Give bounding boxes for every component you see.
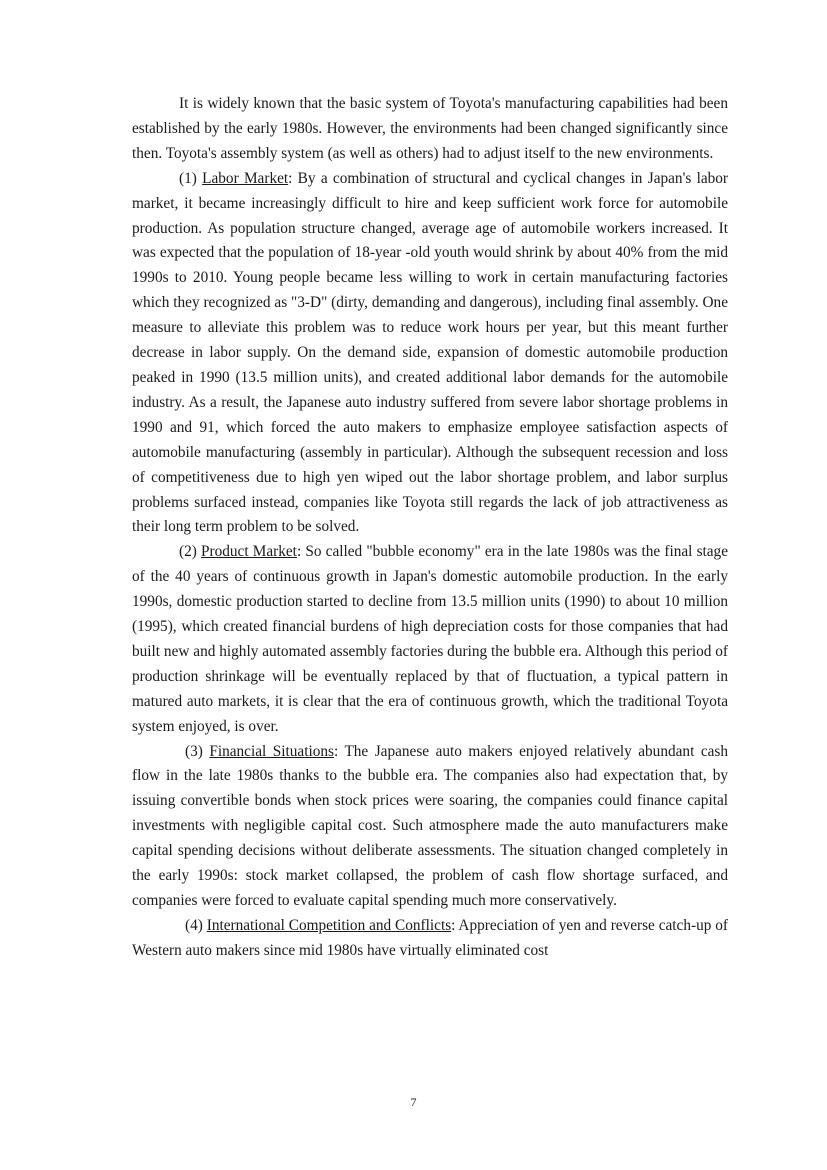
document-page — [132, 92, 728, 964]
section-heading: International Competition and Conflicts — [206, 916, 452, 934]
section-body: : By a combination of structural and cyclical changes in Japan's labor market, it became increasingly difficult to hire and keep sufficient work force for automobile production. As population structure changed, average age of automobile workers increased. It was expected that the population of 18-year -old youth would shrink by about 40% from the mid 1990s to 2010. Young people became less willing to work in certain manufacturing factories which they recognized as "3-D" (dirty, demanding and dangerous), including final assembly. One measure to alleviate this problem was to reduce work hours per year, but this meant further decrease in labor supply. On the demand side, expansion of domestic automobile production peaked in 1990 (13.5 million units), and created additional labor demands for the automobile industry. As a result, the Japanese auto industry suffered from severe labor shortage problems in 1990 and 91, which forced the auto makers to emphasize employee satisfaction aspects of automobile manufacturing (assembly in particular). Although the subsequent recession and loss of competitiveness due to high yen wiped out the labor shortage problem, and labor surplus problems surfaced instead, companies like Toyota still regards the lack of job attractiveness as their long term problem to be solved. — [132, 169, 728, 536]
section-product-market — [132, 540, 728, 739]
section-heading: Product Market — [201, 543, 297, 561]
section-heading: Labor Market — [202, 169, 289, 187]
section-number: (4) — [185, 916, 203, 934]
section-number: (2) — [179, 543, 197, 561]
section-body: : Appreciation of yen and reverse catch-up of Western auto makers since mid 1980s have virtually eliminated cost — [132, 916, 728, 959]
section-number: (3) — [185, 742, 203, 760]
section-international-competition — [132, 914, 728, 964]
section-heading: Financial Situations — [209, 742, 334, 760]
section-number: (1) — [179, 169, 197, 187]
page-number: 7 — [410, 1095, 417, 1109]
section-body: : The Japanese auto makers enjoyed relatively abundant cash flow in the late 1980s thanks to the bubble era. The companies also had expectation that, by issuing convertible bonds when stock prices were soaring, the companies could finance capital investments with negligible capital cost. Such atmosphere made the auto manufacturers make capital spending decisions without deliberate assessments. The situation changed completely in the early 1990s: stock market collapsed, the problem of cash flow shortage surfaced, and companies were forced to evaluate capital spending much more conservatively. — [132, 742, 728, 909]
section-body: : So called "bubble economy" era in the late 1980s was the final stage of the 40 years of continuous growth in Japan's domestic automobile production. In the early 1990s, domestic production started to decline from 13.5 million units (1990) to about 10 million (1995), which created financial burdens of high depreciation costs for those companies that had built new and highly automated assembly factories during the bubble era. Although this period of production shrinkage will be eventually replaced by that of fluctuation, a typical pattern in matured auto markets, it is clear that the era of continuous growth, which the traditional Toyota system enjoyed, is over. — [132, 543, 728, 735]
section-labor-market — [132, 167, 728, 541]
section-financial-situations — [132, 740, 728, 914]
intro-paragraph: It is widely known that the basic system of Toyota's manufacturing capabilities had been established by the early 1980s. However, the environments had been changed significantly since then. Toyota's assembly system (as well as others) had to adjust itself to the new environments. — [132, 95, 728, 162]
